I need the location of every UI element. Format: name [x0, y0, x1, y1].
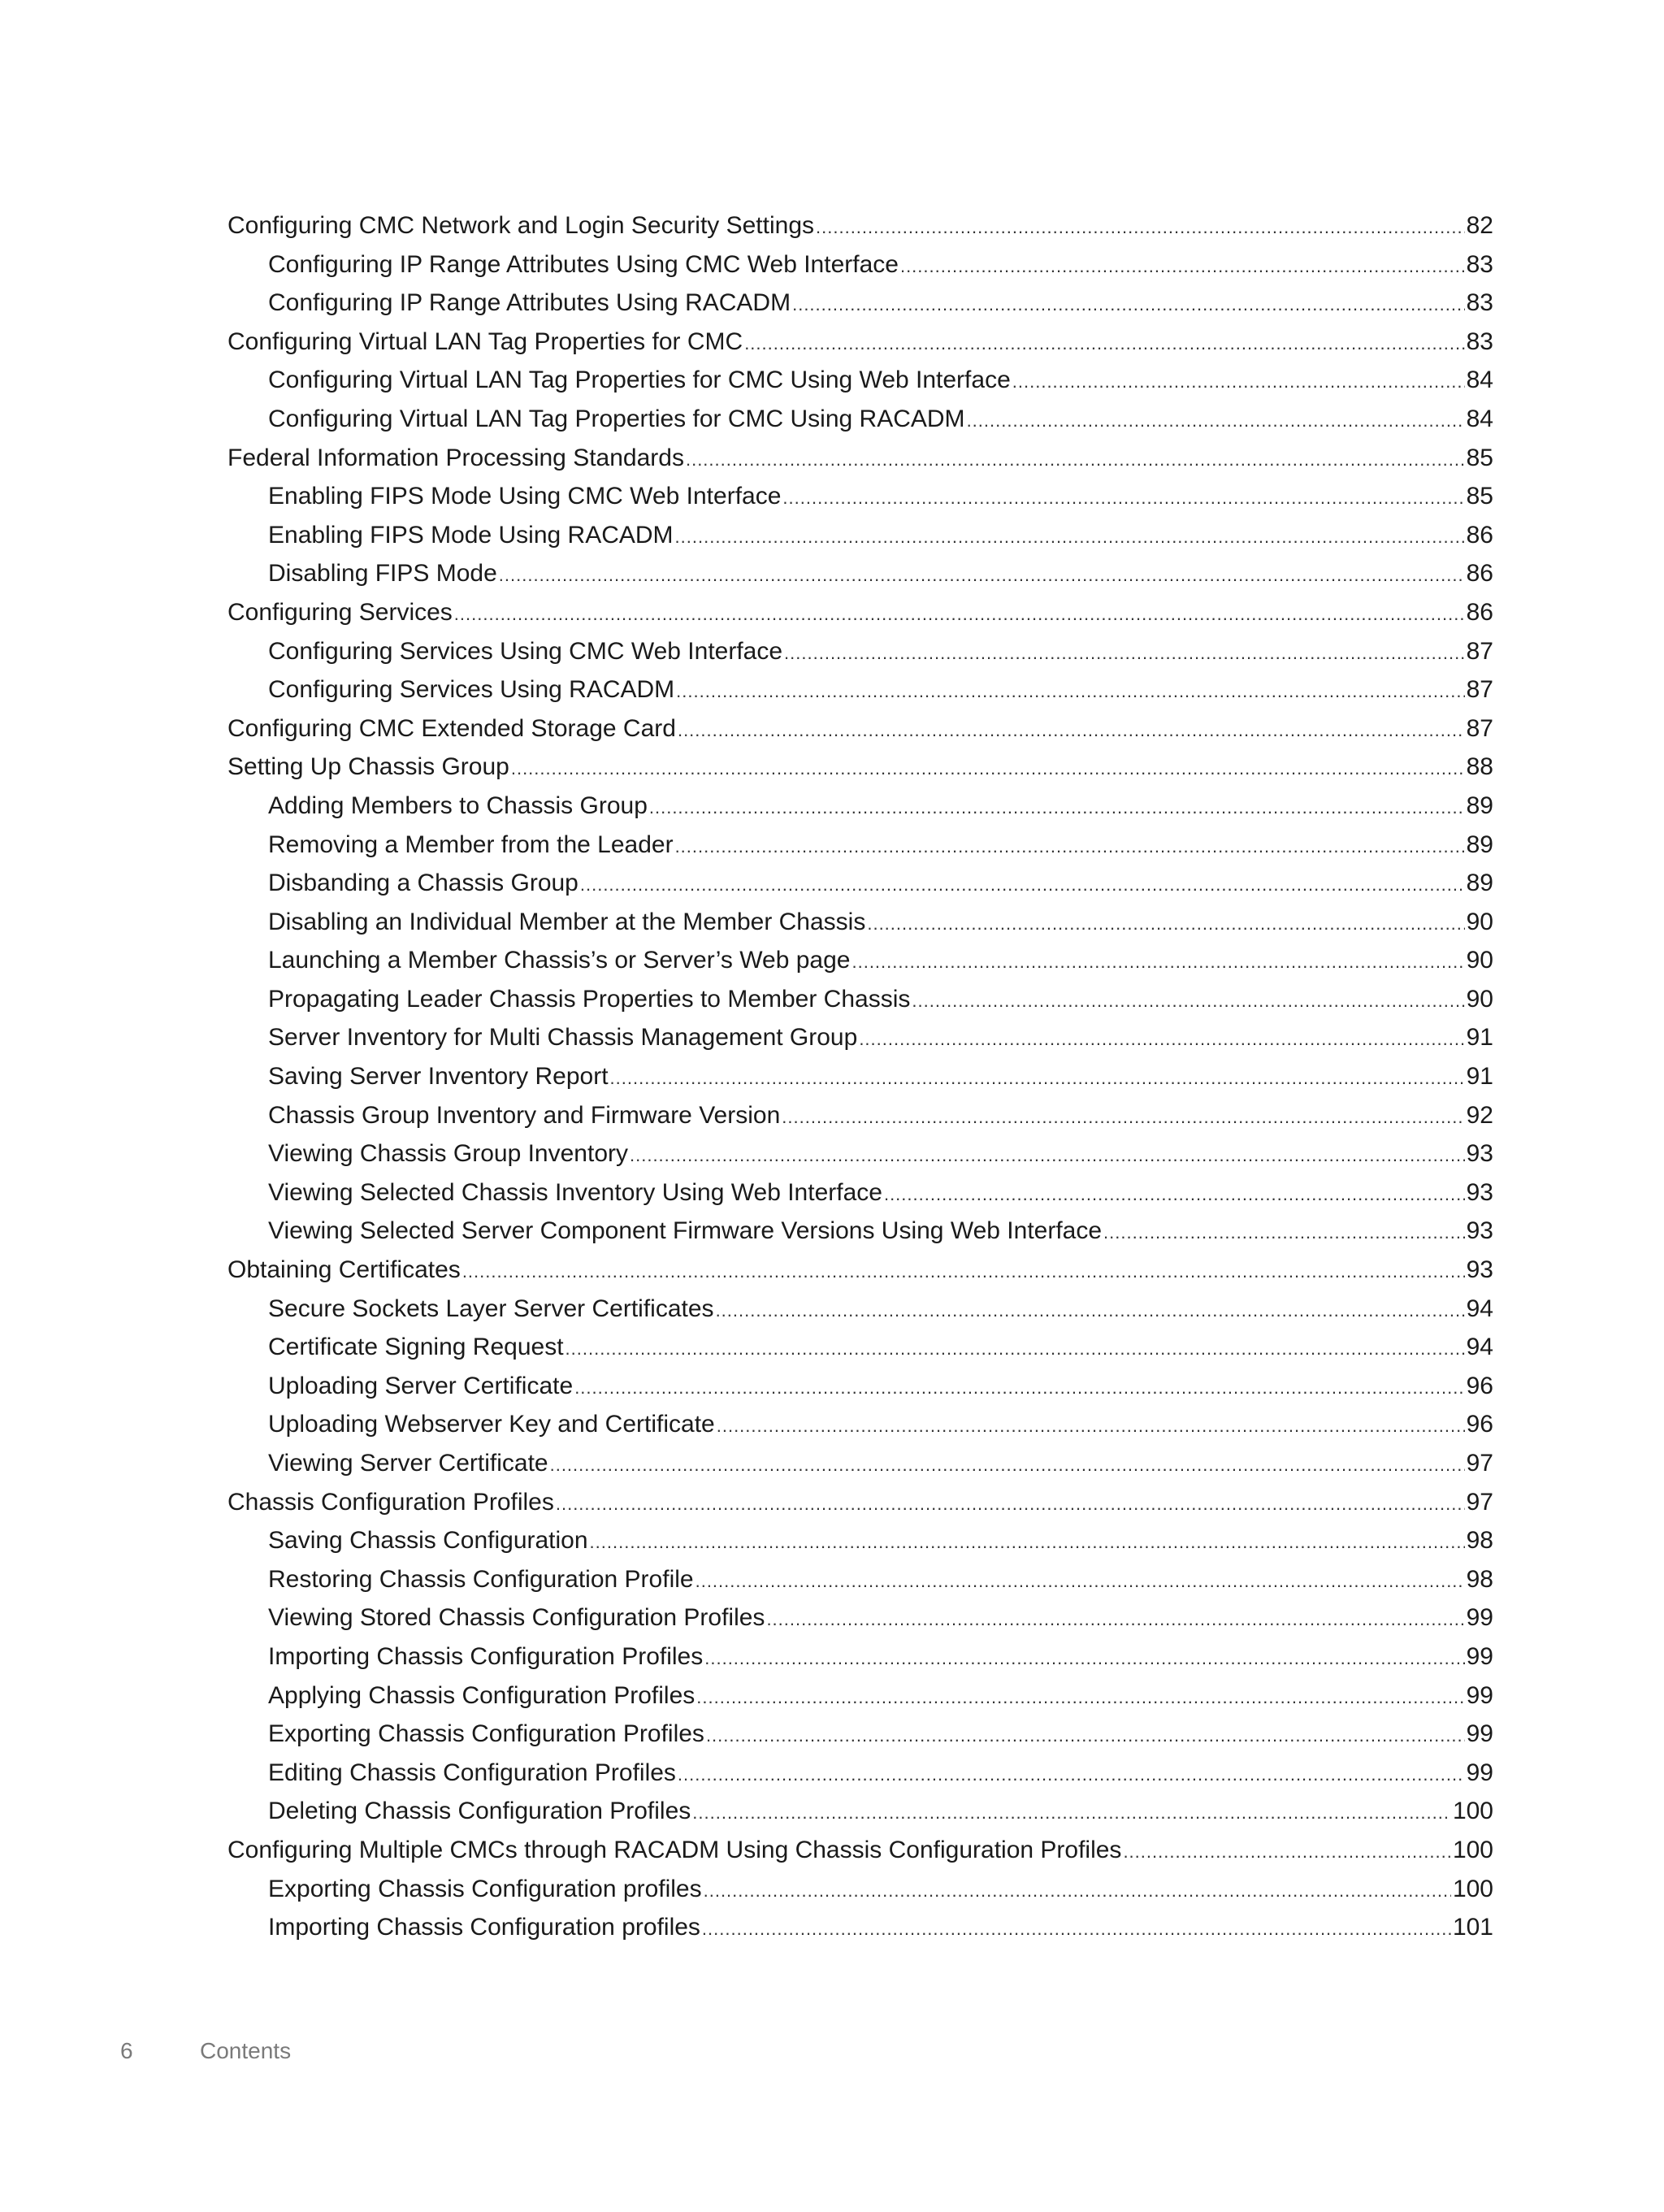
toc-entry-page-number: 96 [1465, 1405, 1493, 1444]
table-of-contents [228, 206, 1493, 1947]
toc-entry[interactable] [228, 1290, 1493, 1329]
toc-entry-page-number: 89 [1465, 826, 1493, 865]
toc-entry-title: Uploading Webserver Key and Certificate [268, 1405, 717, 1444]
toc-entry-page-number: 101 [1451, 1908, 1493, 1947]
toc-entry-title: Configuring Virtual LAN Tag Properties for CMC Using RACADM [268, 400, 967, 439]
toc-entry[interactable] [228, 323, 1493, 362]
toc-entry-page-number: 86 [1465, 516, 1493, 555]
toc-entry[interactable] [228, 980, 1493, 1019]
toc-entry[interactable] [228, 477, 1493, 516]
toc-dot-leader [649, 788, 1465, 826]
toc-dot-leader [574, 1368, 1464, 1406]
toc-entry-page-number: 86 [1465, 554, 1493, 593]
toc-entry[interactable] [228, 1057, 1493, 1096]
toc-entry-page-number: 83 [1465, 323, 1493, 362]
toc-entry-title: Removing a Member from the Leader [268, 826, 675, 865]
toc-dot-leader [675, 518, 1465, 555]
toc-entry-title: Exporting Chassis Configuration profiles [268, 1870, 704, 1909]
toc-entry-page-number: 87 [1465, 670, 1493, 709]
toc-entry[interactable] [228, 1367, 1493, 1406]
toc-entry[interactable] [228, 1715, 1493, 1754]
toc-entry-title: Adding Members to Chassis Group [268, 787, 649, 826]
page-footer [0, 2038, 1664, 2071]
toc-entry-title: Viewing Selected Server Component Firmware Versions Using Web Interface [268, 1212, 1103, 1251]
toc-dot-leader [556, 1485, 1465, 1522]
toc-entry-title: Configuring Services Using RACADM [268, 670, 676, 709]
toc-entry-title: Importing Chassis Configuration profiles [268, 1908, 702, 1947]
toc-entry[interactable] [228, 1637, 1493, 1676]
toc-entry-page-number: 89 [1465, 864, 1493, 903]
toc-entry-title: Viewing Stored Chassis Configuration Profiles [268, 1598, 766, 1637]
toc-entry-page-number: 84 [1465, 400, 1493, 439]
toc-entry[interactable] [228, 1251, 1493, 1290]
toc-entry-page-number: 92 [1465, 1096, 1493, 1135]
toc-dot-leader [692, 1793, 1451, 1831]
toc-entry-title: Configuring Services [228, 593, 454, 632]
toc-entry-page-number: 83 [1465, 284, 1493, 323]
toc-entry-page-number: 93 [1465, 1134, 1493, 1173]
toc-entry[interactable] [228, 632, 1493, 671]
toc-dot-leader [590, 1523, 1465, 1560]
toc-entry-title: Federal Information Processing Standards [228, 439, 686, 478]
toc-entry-title: Saving Server Inventory Report [268, 1057, 610, 1096]
toc-entry-title: Secure Sockets Layer Server Certificates [268, 1290, 716, 1329]
toc-entry[interactable] [228, 284, 1493, 323]
toc-dot-leader [852, 943, 1464, 980]
toc-entry-title: Propagating Leader Chassis Properties to Member Chassis [268, 980, 912, 1019]
toc-dot-leader [678, 711, 1465, 748]
toc-entry[interactable] [228, 1212, 1493, 1251]
toc-dot-leader [550, 1446, 1465, 1483]
toc-entry-title: Chassis Group Inventory and Firmware Version [268, 1096, 782, 1135]
toc-dot-leader [704, 1639, 1464, 1676]
toc-entry[interactable] [228, 400, 1493, 439]
toc-entry-title: Disabling an Individual Member at the Member Chassis [268, 903, 867, 942]
toc-entry-title: Obtaining Certificates [228, 1251, 462, 1290]
toc-entry[interactable] [228, 748, 1493, 787]
toc-dot-leader [696, 1562, 1465, 1599]
toc-dot-leader [782, 479, 1464, 516]
toc-entry[interactable] [228, 1908, 1493, 1947]
toc-entry-page-number: 100 [1451, 1792, 1493, 1831]
toc-dot-leader [792, 285, 1465, 323]
toc-entry-page-number: 93 [1465, 1251, 1493, 1290]
toc-entry-title: Server Inventory for Multi Chassis Management Group [268, 1018, 859, 1057]
toc-entry-page-number: 93 [1465, 1173, 1493, 1212]
toc-entry-title: Configuring IP Range Attributes Using RACADM [268, 284, 792, 323]
toc-entry-page-number: 97 [1465, 1483, 1493, 1522]
toc-entry[interactable] [228, 1018, 1493, 1057]
toc-entry-title: Configuring CMC Network and Login Security Settings [228, 206, 816, 245]
toc-entry[interactable] [228, 1831, 1493, 1870]
toc-entry-page-number: 99 [1465, 1676, 1493, 1715]
toc-entry-title: Enabling FIPS Mode Using RACADM [268, 516, 675, 555]
toc-dot-leader [511, 749, 1465, 787]
toc-entry-page-number: 87 [1465, 709, 1493, 748]
toc-entry-title: Launching a Member Chassis’s or Server’s Web page [268, 941, 852, 980]
toc-entry[interactable] [228, 787, 1493, 826]
toc-entry-page-number: 82 [1465, 206, 1493, 245]
toc-entry-title: Chassis Configuration Profiles [228, 1483, 556, 1522]
toc-entry-title: Viewing Chassis Group Inventory [268, 1134, 630, 1173]
toc-entry-page-number: 96 [1465, 1367, 1493, 1406]
toc-entry-page-number: 86 [1465, 593, 1493, 632]
toc-entry-page-number: 91 [1465, 1057, 1493, 1096]
toc-entry-title: Deleting Chassis Configuration Profiles [268, 1792, 692, 1831]
toc-entry[interactable] [228, 941, 1493, 980]
toc-entry-title: Applying Chassis Configuration Profiles [268, 1676, 696, 1715]
toc-dot-leader [580, 865, 1465, 903]
toc-entry-page-number: 88 [1465, 748, 1493, 787]
toc-entry-page-number: 99 [1465, 1715, 1493, 1754]
toc-dot-leader [696, 1678, 1464, 1715]
toc-entry-title: Configuring CMC Extended Storage Card [228, 709, 678, 748]
toc-entry[interactable] [228, 554, 1493, 593]
toc-entry-page-number: 90 [1465, 941, 1493, 980]
toc-dot-leader [704, 1872, 1451, 1909]
toc-entry-page-number: 84 [1465, 361, 1493, 400]
toc-dot-leader [884, 1175, 1465, 1212]
toc-dot-leader [816, 208, 1465, 245]
toc-entry-title: Viewing Server Certificate [268, 1444, 550, 1483]
toc-entry[interactable] [228, 1598, 1493, 1637]
toc-entry-title: Certificate Signing Request [268, 1328, 566, 1367]
toc-entry-page-number: 89 [1465, 787, 1493, 826]
toc-entry-title: Configuring Virtual LAN Tag Properties for CMC Using Web Interface [268, 361, 1012, 400]
footer-section-title: Contents [200, 2038, 292, 2063]
toc-entry-page-number: 93 [1465, 1212, 1493, 1251]
toc-entry[interactable] [228, 864, 1493, 903]
toc-entry-page-number: 99 [1465, 1754, 1493, 1793]
toc-entry-title: Configuring Services Using CMC Web Interface [268, 632, 784, 671]
toc-entry[interactable] [228, 903, 1493, 942]
toc-dot-leader [912, 982, 1464, 1019]
toc-entry-page-number: 91 [1465, 1018, 1493, 1057]
toc-entry-page-number: 97 [1465, 1444, 1493, 1483]
toc-entry[interactable] [228, 206, 1493, 245]
footer-page-number: 6 [120, 2038, 133, 2063]
toc-entry-title: Uploading Server Certificate [268, 1367, 574, 1406]
toc-entry-page-number: 100 [1451, 1831, 1493, 1870]
toc-entry-title: Configuring IP Range Attributes Using CMC Web Interface [268, 245, 900, 284]
toc-entry[interactable] [228, 1096, 1493, 1135]
toc-entry[interactable] [228, 1405, 1493, 1444]
toc-entry[interactable] [228, 670, 1493, 709]
toc-entry-page-number: 85 [1465, 439, 1493, 478]
toc-dot-leader [702, 1910, 1451, 1947]
toc-dot-leader [900, 247, 1465, 284]
toc-entry-page-number: 99 [1465, 1637, 1493, 1676]
toc-dot-leader [716, 1291, 1465, 1329]
toc-entry-title: Configuring Multiple CMCs through RACADM Using Chassis Configuration Profiles [228, 1831, 1123, 1870]
toc-dot-leader [1012, 362, 1465, 400]
toc-entry-page-number: 98 [1465, 1560, 1493, 1599]
toc-entry[interactable] [228, 1560, 1493, 1599]
toc-dot-leader [1123, 1832, 1451, 1870]
toc-dot-leader [686, 440, 1465, 478]
toc-entry-page-number: 85 [1465, 477, 1493, 516]
toc-entry-title: Importing Chassis Configuration Profiles [268, 1637, 704, 1676]
toc-entry-title: Configuring Virtual LAN Tag Properties for CMC [228, 323, 744, 362]
toc-dot-leader [454, 595, 1465, 632]
toc-entry-page-number: 90 [1465, 980, 1493, 1019]
toc-dot-leader [610, 1059, 1465, 1096]
toc-entry[interactable] [228, 709, 1493, 748]
toc-entry[interactable] [228, 1870, 1493, 1909]
toc-dot-leader [1103, 1213, 1465, 1251]
toc-entry[interactable] [228, 1173, 1493, 1212]
toc-dot-leader [867, 904, 1464, 942]
toc-entry[interactable] [228, 826, 1493, 865]
toc-entry[interactable] [228, 1483, 1493, 1522]
toc-entry[interactable] [228, 593, 1493, 632]
toc-entry[interactable] [228, 1521, 1493, 1560]
toc-dot-leader [630, 1136, 1465, 1173]
toc-dot-leader [675, 827, 1465, 865]
toc-entry-page-number: 90 [1465, 903, 1493, 942]
toc-entry[interactable] [228, 245, 1493, 284]
toc-dot-leader [744, 324, 1464, 362]
toc-entry-title: Disbanding a Chassis Group [268, 864, 580, 903]
toc-dot-leader [782, 1098, 1464, 1135]
toc-entry-title: Disabling FIPS Mode [268, 554, 499, 593]
toc-entry-page-number: 100 [1451, 1870, 1493, 1909]
toc-dot-leader [784, 634, 1465, 671]
toc-dot-leader [462, 1252, 1465, 1290]
toc-entry-title: Enabling FIPS Mode Using CMC Web Interface [268, 477, 782, 516]
toc-entry[interactable] [228, 1134, 1493, 1173]
toc-dot-leader [499, 556, 1465, 593]
toc-dot-leader [766, 1600, 1464, 1637]
toc-entry[interactable] [228, 1676, 1493, 1715]
toc-dot-leader [706, 1716, 1465, 1754]
toc-entry-title: Restoring Chassis Configuration Profile [268, 1560, 696, 1599]
toc-dot-leader [717, 1407, 1465, 1444]
toc-entry[interactable] [228, 1792, 1493, 1831]
toc-entry[interactable] [228, 1754, 1493, 1793]
toc-entry-title: Setting Up Chassis Group [228, 748, 511, 787]
toc-entry-title: Viewing Selected Chassis Inventory Using Web Interface [268, 1173, 884, 1212]
toc-entry-title: Saving Chassis Configuration [268, 1521, 590, 1560]
toc-entry-page-number: 94 [1465, 1328, 1493, 1367]
toc-dot-leader [967, 401, 1465, 439]
toc-dot-leader [566, 1329, 1465, 1367]
toc-entry-page-number: 99 [1465, 1598, 1493, 1637]
toc-entry-title: Exporting Chassis Configuration Profiles [268, 1715, 706, 1754]
toc-entry-page-number: 94 [1465, 1290, 1493, 1329]
toc-dot-leader [678, 1755, 1465, 1793]
toc-entry-page-number: 98 [1465, 1521, 1493, 1560]
toc-entry[interactable] [228, 1328, 1493, 1367]
toc-entry-page-number: 87 [1465, 632, 1493, 671]
toc-entry[interactable] [228, 361, 1493, 400]
toc-dot-leader [859, 1020, 1464, 1057]
toc-entry-title: Editing Chassis Configuration Profiles [268, 1754, 678, 1793]
toc-entry-page-number: 83 [1465, 245, 1493, 284]
toc-entry[interactable] [228, 516, 1493, 555]
toc-dot-leader [676, 672, 1464, 709]
toc-entry[interactable] [228, 1444, 1493, 1483]
toc-entry[interactable] [228, 439, 1493, 478]
